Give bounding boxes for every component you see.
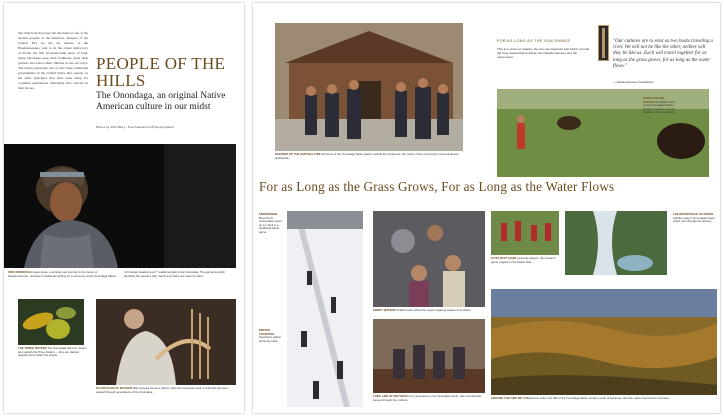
photo-autumn-landscape <box>491 289 717 395</box>
feature-title: PEOPLE OF THE HILLS <box>96 54 226 90</box>
caption-snow <box>259 213 283 235</box>
children-illustration <box>373 211 485 307</box>
photo-waterfall <box>565 211 667 275</box>
pull-quote: "Our cultures are to exist as two boats traveling a river. We will not be like the other, neither will they be like us. Each will travel together for as long as the grass grows, for as long as the water flows." <box>613 39 713 69</box>
caption-mothers-text: Children learn about the maple sugaring season from elders. <box>396 308 472 312</box>
caption-snow-text: Boys throw snowsnakes down an icy track in a traditional winter game. <box>259 215 282 234</box>
sidebar-heading: FOR AS LONG AS THE SUN SHINES <box>497 39 571 43</box>
caption-buffalo-text: The buffalo herd on the Onondaga Nation territory provides meat for families in the community. <box>643 99 675 115</box>
photo-lacrosse-players <box>491 211 559 255</box>
caption-main-head: FIRE ONONDAGA <box>8 270 32 274</box>
quote-source: — Haudenosaunee Confederacy <box>613 80 654 84</box>
family-illustration <box>373 319 485 393</box>
right-page <box>253 3 720 413</box>
caption-dance-head: FAITH IN MY HAND <box>491 256 517 260</box>
caption-family-head: LONG LINE OF MOTHERS <box>373 394 408 398</box>
caption-snow2 <box>259 329 283 343</box>
photo-man-headdress <box>4 144 236 268</box>
caption-longhouse-text: Members of the Onondaga Nation gather outside the longhouse, the center of the community's ceremonial and political life. <box>275 152 459 160</box>
caption-sisters <box>18 347 88 358</box>
caption-dance-text: Lacrosse players, the Creator's game, played on the Nation field. <box>491 256 556 264</box>
photo-three-sisters <box>18 299 84 345</box>
caption-snow-head: SNOWSNAKE <box>259 212 278 216</box>
photo-snowsnake <box>287 211 363 407</box>
caption-landscape <box>491 397 717 401</box>
photo-family <box>373 319 485 393</box>
caption-buffalo-head: FOOD FOR THE NATION <box>643 96 665 104</box>
craftsman-illustration <box>96 299 236 385</box>
caption-lacrosse <box>96 387 236 394</box>
caption-family <box>373 395 485 402</box>
feature-subtitle: The Onondaga, an original Native American culture in our midst <box>96 91 226 112</box>
photo-longhouse-gathering <box>275 23 463 151</box>
caption-falls-text: Children play in Onondaga Creek, which runs through the territory. <box>673 215 716 224</box>
intro-text: Our mile from Syracuse but the home of one of the ancient peoples of the Americas. Keepers of the Central Fire for the six nations of the Haudenosaunee, said to be the oldest democracy on Earth. On this 10-square-mile piece of land, many Onondaga keep their traditions, plant their gardens and school their children in the old ways. The nation represents one of only three traditional governments in the United States that operate on the same principles that have been using for countless generations. Enterprise first arrived on their shores. <box>18 31 88 90</box>
vegetables-illustration <box>18 299 84 345</box>
caption-longhouse-head: KEEPERS OF THE CENTRAL FIRE <box>275 152 321 156</box>
photo-children-learning <box>373 211 485 307</box>
longhouse-illustration <box>275 23 463 151</box>
caption-family-text: Four generations of an Onondaga family, clan membership passes through the mothers. <box>373 394 482 402</box>
photo-lacrosse-maker <box>96 299 236 385</box>
caption-falls <box>673 213 717 224</box>
caption-snow2-text: Spectators gather along the track. <box>259 335 282 343</box>
caption-main-text: Logan Hess, a working cast member in the Green of Haudenosaunee, dresses in traditional clothing for a ceremony at the Onondaga Nation. <box>8 270 117 278</box>
caption-sisters-head: THE THREE SISTERS <box>18 346 47 350</box>
caption-sisters-text: The Onondaga call corn, beans and squash the Three Sisters — they are planted together and sustain the people. <box>18 346 87 358</box>
caption-buffalo <box>643 97 675 115</box>
buffalo-illustration <box>497 89 709 177</box>
players-illustration <box>491 211 559 255</box>
caption-main <box>8 271 118 278</box>
snow-track-illustration <box>287 211 363 407</box>
banner-headline: For as Long as the Grass Grows, For as Long as the Water Flows <box>259 179 615 194</box>
caption-right <box>124 271 236 278</box>
caption-dance <box>491 257 559 264</box>
portrait-illustration <box>4 144 236 268</box>
sidebar-body: This is a series of treaties, the two-row wampum belt which records the long relationship between the Haudenosaunee and the newcomers. <box>497 47 589 59</box>
caption-lacrosse-head: IS OUR HUGE OF MOTHER <box>96 386 133 390</box>
caption-right-text: A Porcelain beaded cover*: traditional garb is the Onondaga. The garments which identified the wearer's clan, family and nation are sewn by hand. <box>124 270 226 278</box>
caption-lacrosse-text: Alfie Jacques bends a hickory stick into a lacrosse stick, a craft that has been passed through generations of the Onondaga. <box>96 386 229 394</box>
caption-landscape-text: Autumn colors the hills of the Onondaga Nation territory south of Syracuse, land the nation has held for centuries. <box>529 396 670 400</box>
caption-snow2-head: WINTER TRADITION <box>259 328 275 336</box>
byline: Photos by John Berry / Post-Standard staff photographers <box>96 125 175 129</box>
left-page <box>4 3 244 413</box>
caption-landscape-head: AROUND THE FIRE WE CAN <box>491 396 529 400</box>
photo-buffalo <box>497 89 709 177</box>
landscape-illustration <box>491 289 717 395</box>
caption-longhouse <box>275 153 463 160</box>
caption-falls-head: THE IMPORTANCE OF WATER <box>673 212 714 216</box>
waterfall-illustration <box>565 211 667 275</box>
caption-mothers <box>373 309 485 313</box>
wampum-belt-icon <box>598 25 609 61</box>
caption-mothers-head: SWEET WATERS <box>373 308 396 312</box>
